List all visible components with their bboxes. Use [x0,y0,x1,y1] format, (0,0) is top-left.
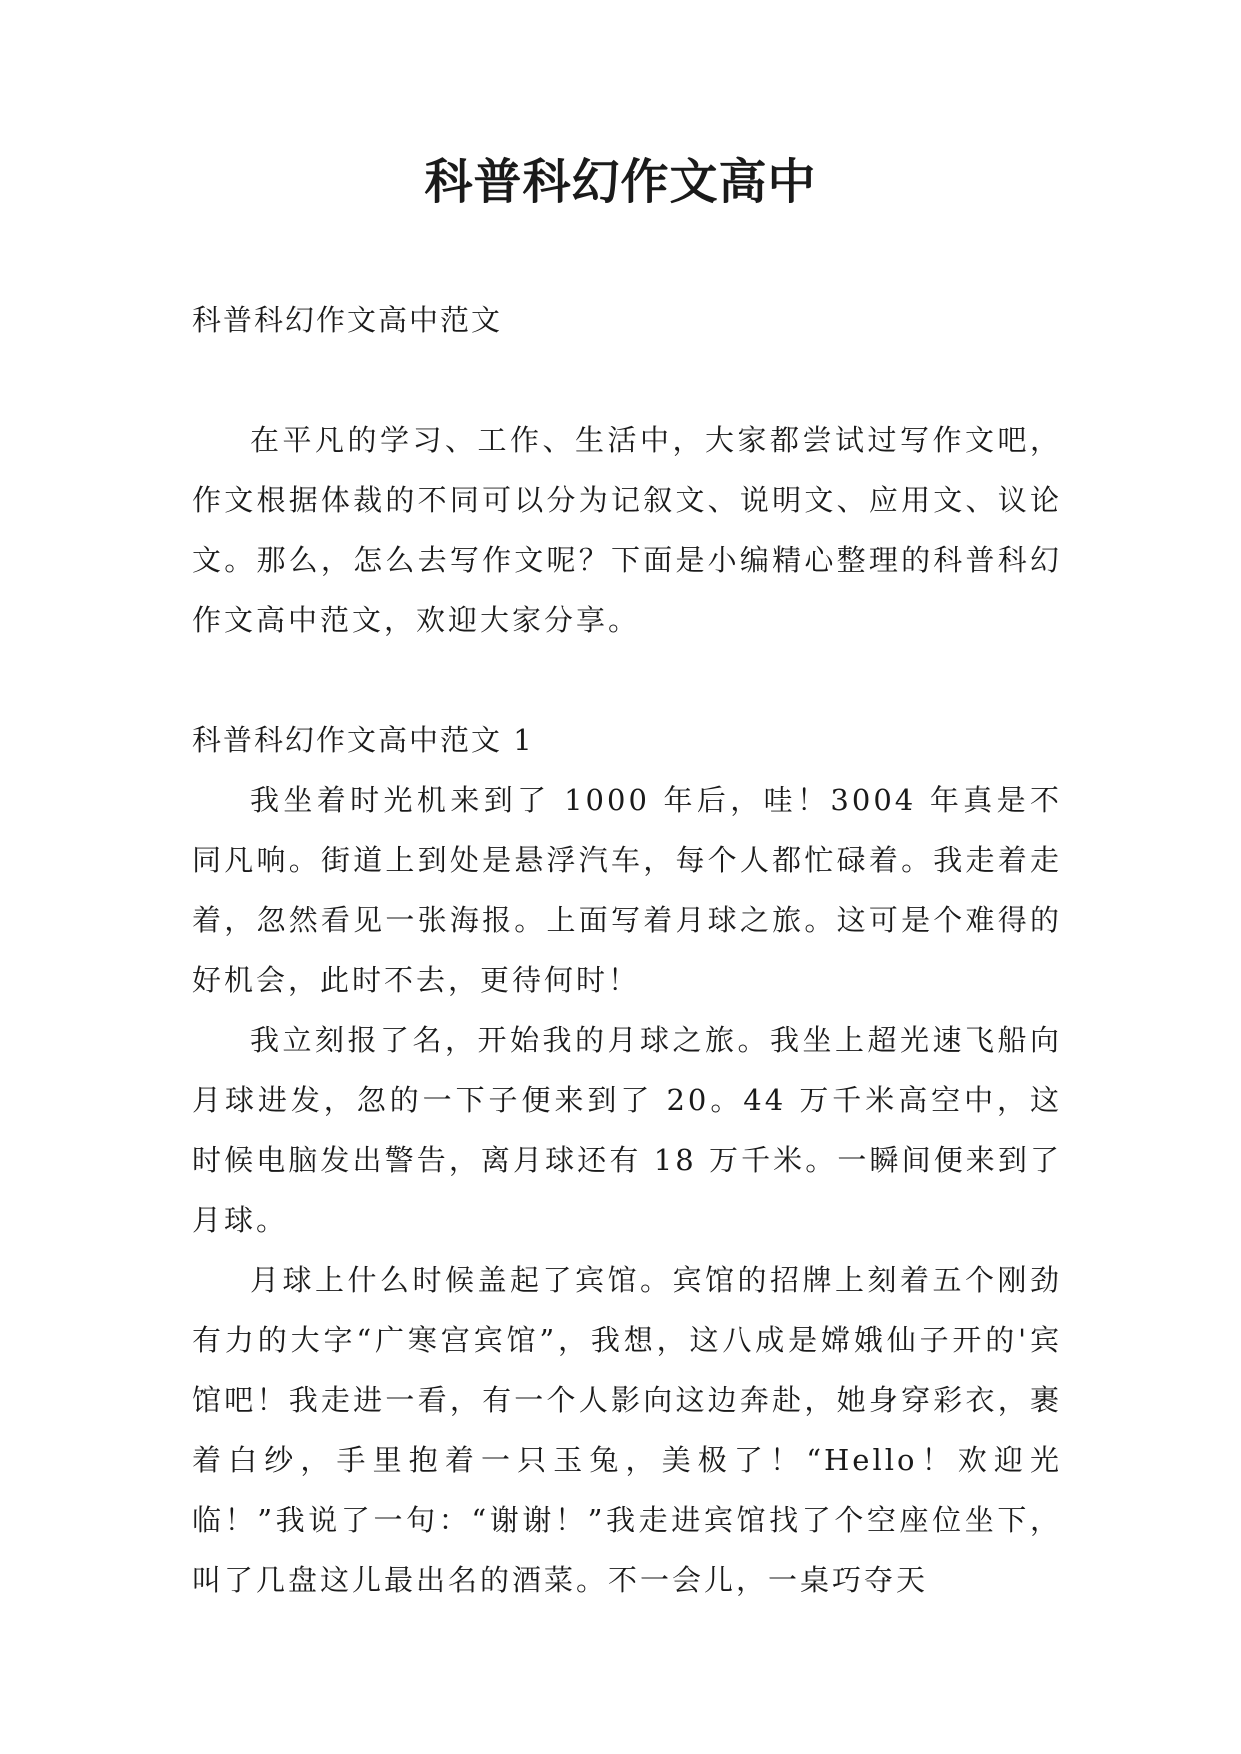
spacer [192,350,1062,410]
intro-paragraph: 在平凡的学习、工作、生活中，大家都尝试过写作文吧，作文根据体裁的不同可以分为记叙文、说明文、应用文、议论文。那么，怎么去写作文呢？下面是小编精心整理的科普科幻作文高中范文，欢迎大家分享。 [192,423,1062,637]
document-body [192,290,1062,1610]
document-title: 科普科幻作文高中 [424,154,817,210]
body-paragraph-2: 我立刻报了名，开始我的月球之旅。我坐上超光速飞船向月球进发，忽的一下子便来到了 20。44 万千米高空中，这时候电脑发出警告，离月球还有 18 万千米。一瞬间便来到了月球。 [192,1023,1062,1237]
document-subtitle: 科普科幻作文高中范文 [192,303,503,337]
section-heading: 科普科幻作文高中范文 1 [192,723,534,757]
body-paragraph-1: 我坐着时光机来到了 1000 年后，哇！3004 年真是不同凡响。街道上到处是悬浮汽车，每个人都忙碌着。我走着走着，忽然看见一张海报。上面写着月球之旅。这可是个难得的好机会，此时不去，更待何时！ [192,783,1062,997]
spacer [192,650,1062,710]
body-paragraph-3: 月球上什么时候盖起了宾馆。宾馆的招牌上刻着五个刚劲有力的大字“广寒宫宾馆”，我想，这八成是嫦娥仙子开的'宾馆吧！我走进一看，有一个人影向这边奔赴，她身穿彩衣，裹着白纱，手里抱着一只玉兔，美极了！“Hello！欢迎光临！”我说了一句：“谢谢！”我走进宾馆找了个空座位坐下，叫了几盘这儿最出名的酒菜。不一会儿，一桌巧夺天 [192,1263,1062,1597]
